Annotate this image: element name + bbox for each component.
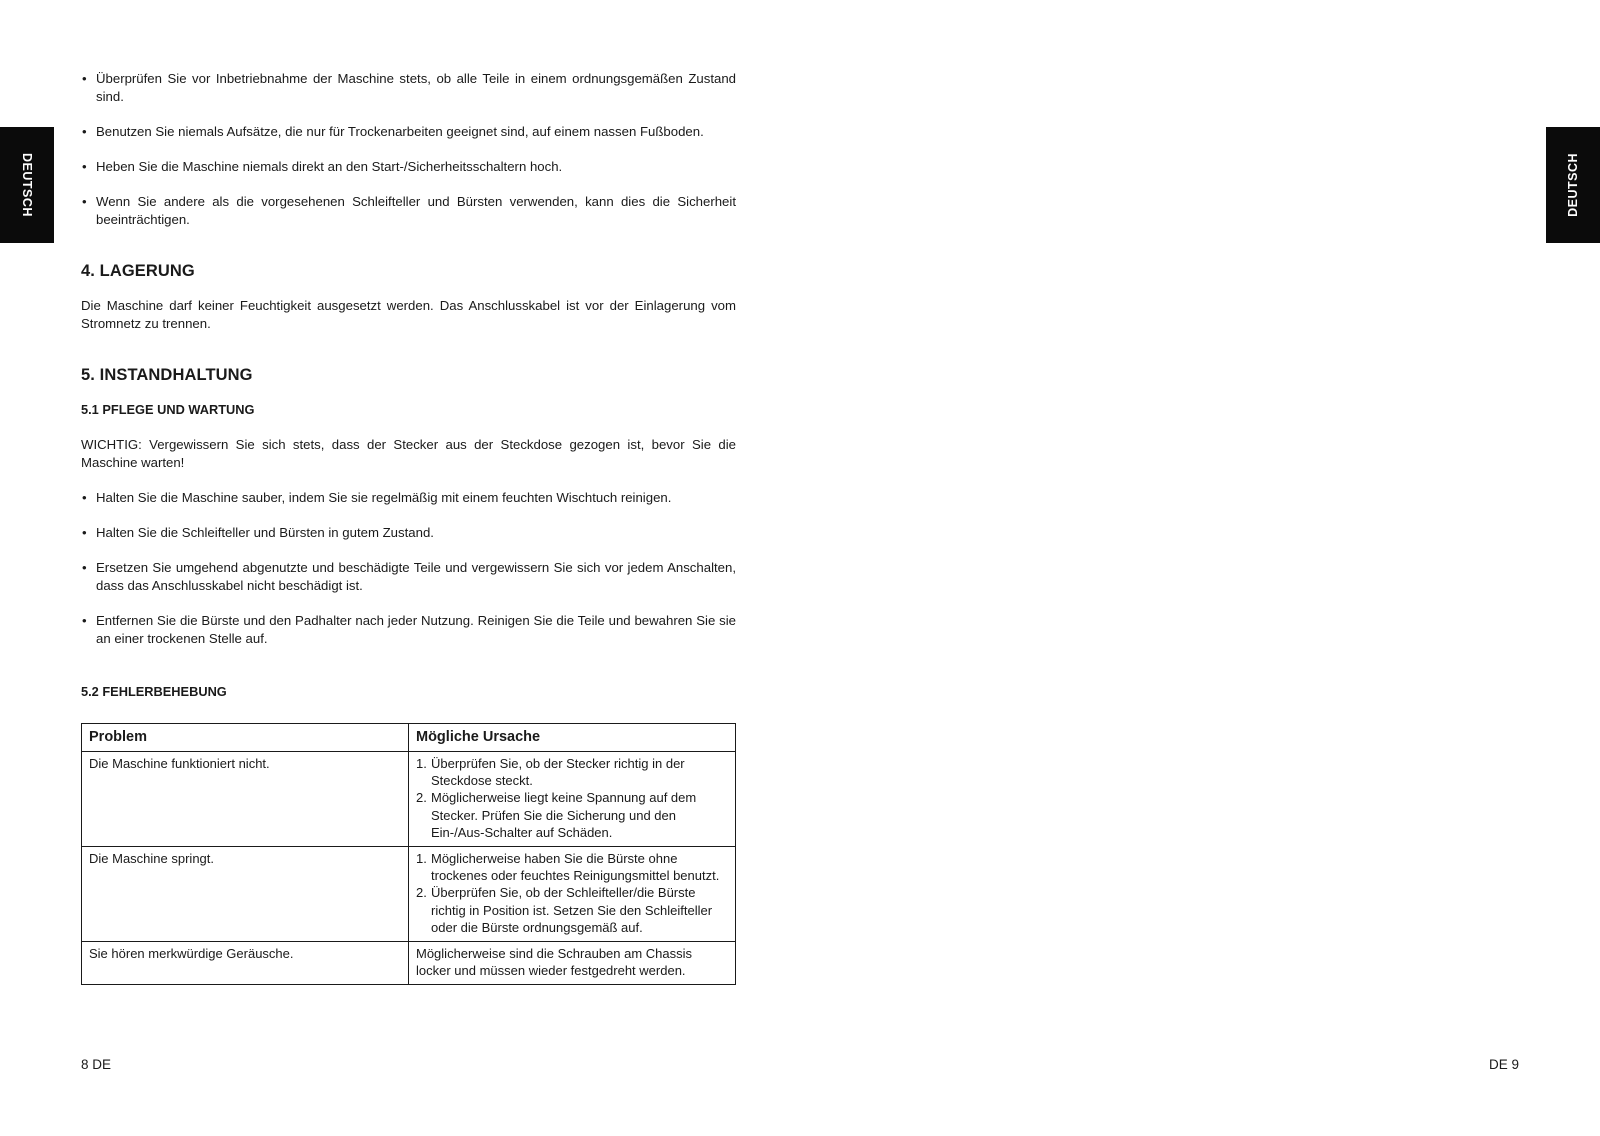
list-item: • Ersetzen Sie umgehend abgenutzte und beschädigte Teile und vergewissern Sie sich vor jedem Anschalten, dass das Anschlusskabel nicht beschädigt ist. [81,559,736,595]
table-header-row [82,724,736,752]
table-row [82,942,736,985]
table-row [82,752,736,847]
problem-cell: Die Maschine springt. [82,847,409,942]
language-tab-right [1546,127,1600,243]
safety-bullet-list [81,70,736,229]
cause-cell [409,752,736,847]
cause-number: 1. [416,756,427,771]
list-item: • Halten Sie die Maschine sauber, indem Sie sie regelmäßig mit einem feuchten Wischtuch reinigen. [81,489,736,507]
list-item: • Benutzen Sie niemals Aufsätze, die nur für Trockenarbeiten geeignet sind, auf einem nassen Fußboden. [81,123,736,141]
cause-item [416,884,728,936]
cause-number: 2. [416,790,427,806]
cause-cell: Möglicherweise sind die Schrauben am Chassis locker und müssen wieder festgedreht werden. [409,942,736,985]
problem-cell: Die Maschine funktioniert nicht. [82,752,409,847]
section-heading-storage: 4. LAGERUNG [81,262,195,280]
language-tab-left [0,127,54,243]
list-item: • Halten Sie die Schleifteller und Bürsten in gutem Zustand. [81,524,736,542]
page-number-left: 8 DE [81,1057,112,1072]
cause-item [416,850,728,884]
storage-text: Die Maschine darf keiner Feuchtigkeit ausgesetzt werden. Das Anschlusskabel ist vor der Einlagerung vom Stromnetz zu trennen. [81,298,736,331]
cause-number: 2. [416,885,427,901]
cause-text: Möglicherweise haben Sie die Bürste ohne trockenes oder feuchtes Reinigungsmittel benutzt. [431,851,720,884]
cause-item [416,755,728,789]
language-tab-left-label: DEUTSCH [20,153,34,217]
section-heading-maintenance: 5. INSTANDHALTUNG [81,366,253,384]
list-item: • Entfernen Sie die Bürste und den Padhalter nach jeder Nutzung. Reinigen Sie die Teile und bewahren Sie sie an einer trockenen Stelle auf. [81,612,736,648]
subsection-heading-care: 5.1 PFLEGE UND WARTUNG [81,402,255,417]
page-number-right: DE 9 [1489,1057,1520,1072]
maintenance-bullet-list [81,489,736,648]
list-item: • Heben Sie die Maschine niemals direkt an den Start-/Sicherheitsschaltern hoch. [81,158,736,176]
list-item: • Überprüfen Sie vor Inbetriebnahme der Maschine stets, ob alle Teile in einem ordnungsgemäßen Zustand sind. [81,70,736,106]
column-header-cause: Mögliche Ursache [409,724,736,752]
cause-text: Überprüfen Sie, ob der Schleifteller/die Bürste richtig in Position ist. Setzen Sie den Schleifteller oder die Bürste ordnungsgemäß auf. [431,885,713,935]
cause-item [416,789,728,841]
important-notice: WICHTIG: Vergewissern Sie sich stets, dass der Stecker aus der Steckdose gezogen ist, bevor Sie die Maschine warten! [81,437,736,470]
cause-number: 1. [416,851,427,867]
list-item: • Wenn Sie andere als die vorgesehenen Schleifteller und Bürsten verwenden, kann dies die Sicherheit beeinträchtigen. [81,193,736,229]
troubleshooting-table [81,723,736,985]
problem-cell: Sie hören merkwürdige Geräusche. [82,942,409,985]
table-row [82,847,736,942]
column-header-problem: Problem [82,724,409,752]
cause-text: Überprüfen Sie, ob der Stecker richtig in der Steckdose steckt. [431,756,685,789]
cause-text: Möglicherweise liegt keine Spannung auf dem Stecker. Prüfen Sie die Sicherung und den Ein-/Aus-Schalter auf Schäden. [431,790,697,840]
cause-list [416,850,728,936]
cause-cell [409,847,736,942]
cause-list [416,755,728,841]
language-tab-right-label: DEUTSCH [1566,153,1580,217]
left-page-column [81,70,736,985]
subsection-heading-troubleshooting: 5.2 FEHLERBEHEBUNG [81,684,227,699]
